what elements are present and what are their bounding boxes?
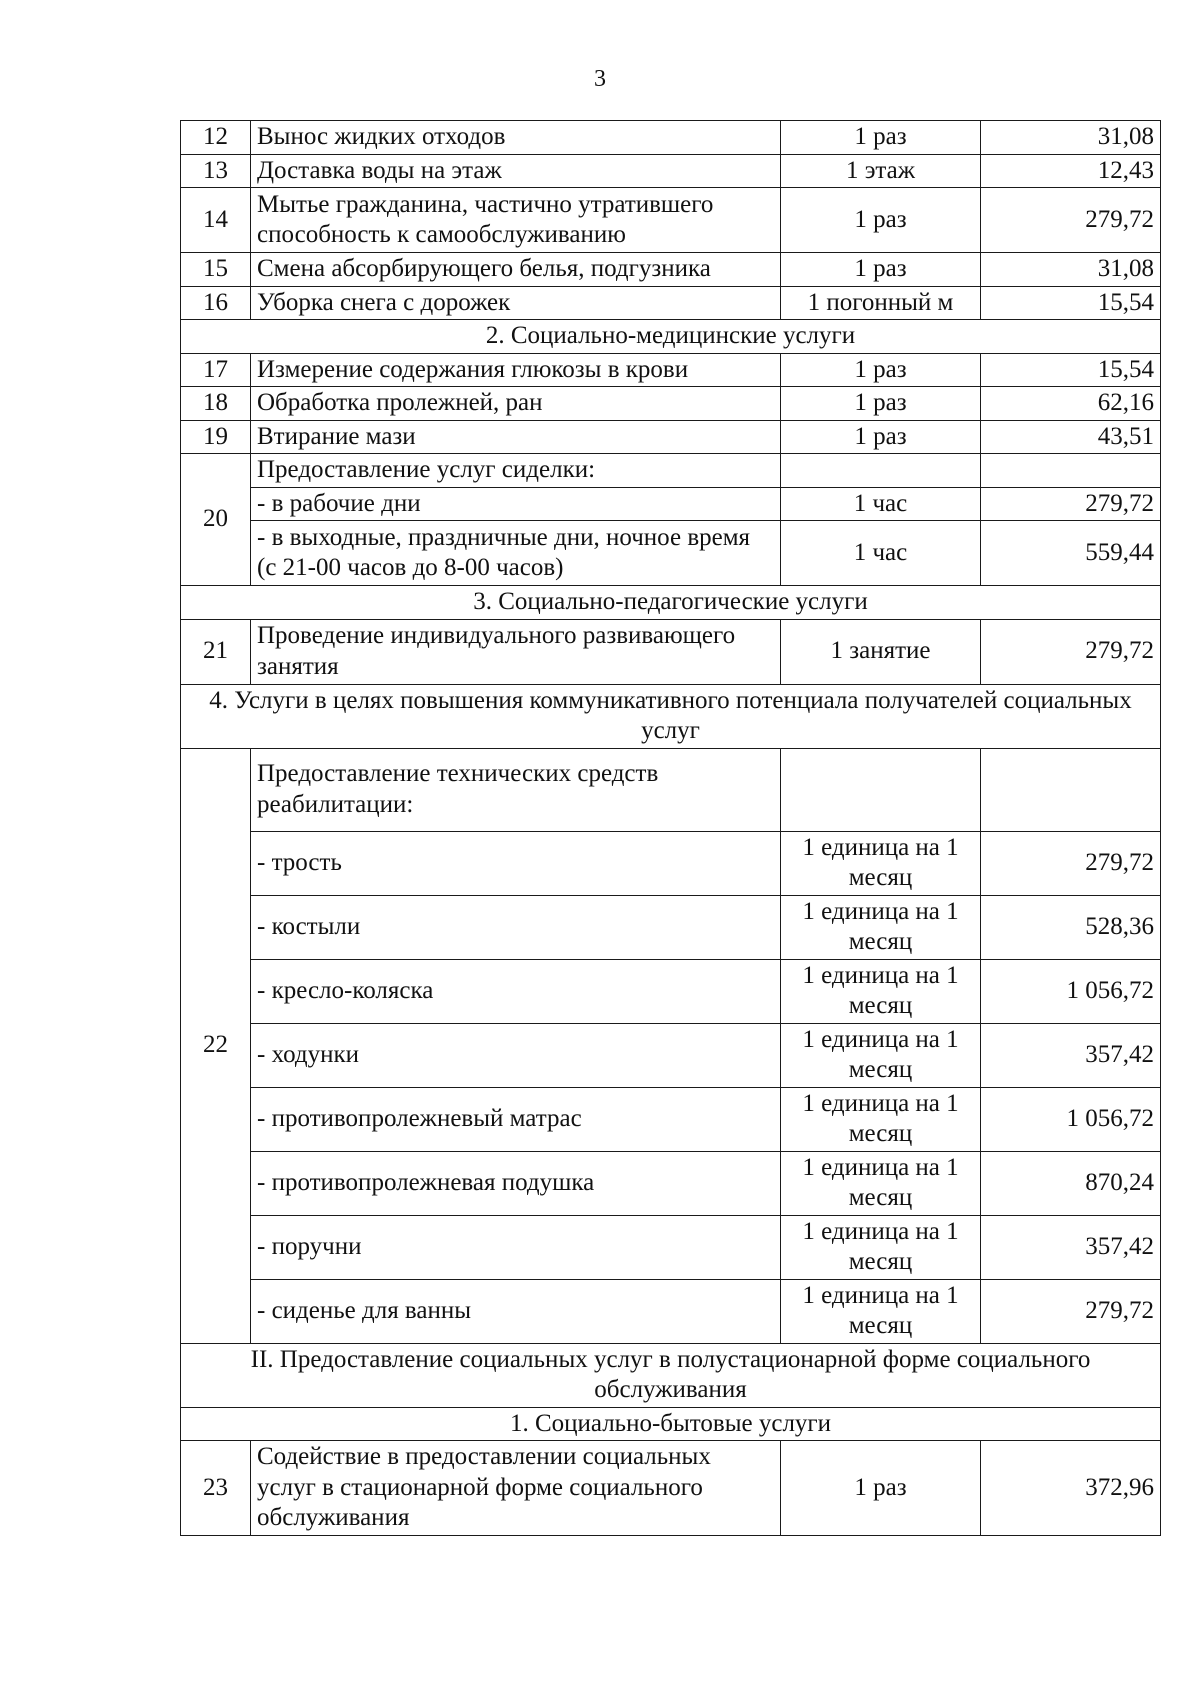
service-name: Измерение содержания глюкозы в крови [251,353,781,387]
table-row-22-item [181,1151,1161,1215]
table-row-22-title [181,748,1161,831]
service-unit: 1 единица на 1 месяц [781,1023,981,1087]
table-row-22-item [181,1279,1161,1343]
service-price: 357,42 [981,1215,1161,1279]
service-number: 13 [181,154,251,188]
service-price: 357,42 [981,1023,1161,1087]
service-number: 14 [181,188,251,253]
service-name: Содействие в предоставлении социальных услуг в стационарной форме социального обслуживания [251,1441,781,1536]
section-heading: 3. Социально-педагогические услуги [181,586,1161,620]
section-row-pedagogical [181,586,1161,620]
service-name: - ходунки [251,1023,781,1087]
service-price: 15,54 [981,286,1161,320]
service-number: 23 [181,1441,251,1536]
service-unit: 1 занятие [781,619,981,684]
service-number: 17 [181,353,251,387]
service-price: 279,72 [981,188,1161,253]
service-name: Уборка снега с дорожек [251,286,781,320]
service-name: - кресло-коляска [251,959,781,1023]
service-unit: 1 раз [781,387,981,421]
table-row-22-item [181,959,1161,1023]
table-row-13 [181,154,1161,188]
service-price: 15,54 [981,353,1161,387]
table-row-21 [181,619,1161,684]
service-name: - костыли [251,895,781,959]
service-price: 12,43 [981,154,1161,188]
table-row-18 [181,387,1161,421]
table-row-22-item [181,1087,1161,1151]
service-group-title: Предоставление услуг сиделки: [251,454,781,488]
service-name: - противопролежневая подушка [251,1151,781,1215]
section-row-household [181,1407,1161,1441]
table-row-23 [181,1441,1161,1536]
table-row-12 [181,121,1161,155]
service-name: - противопролежневый матрас [251,1087,781,1151]
service-number: 22 [181,748,251,1343]
service-unit: 1 раз [781,1441,981,1536]
service-unit: 1 раз [781,121,981,155]
service-unit: 1 единица на 1 месяц [781,959,981,1023]
service-unit: 1 единица на 1 месяц [781,831,981,895]
part-heading: II. Предоставление социальных услуг в полустационарной форме социального обслуживания [181,1343,1161,1407]
tariff-table [180,120,1161,1536]
service-name: Вынос жидких отходов [251,121,781,155]
table-row-19 [181,420,1161,454]
service-number: 21 [181,619,251,684]
service-name: Доставка воды на этаж [251,154,781,188]
service-name: Проведение индивидуального развивающего занятия [251,619,781,684]
table-row-22-item [181,1023,1161,1087]
section-row-communicative [181,684,1161,748]
table-row-20-item [181,487,1161,521]
service-number: 20 [181,454,251,586]
empty-cell [781,748,981,831]
section-heading: 1. Социально-бытовые услуги [181,1407,1161,1441]
table-row-22-item [181,831,1161,895]
service-price: 870,24 [981,1151,1161,1215]
service-unit: 1 единица на 1 месяц [781,1151,981,1215]
section-row-medical [181,320,1161,354]
empty-cell [981,748,1161,831]
empty-cell [781,454,981,488]
service-price: 559,44 [981,521,1161,586]
service-price: 372,96 [981,1441,1161,1536]
service-name: - в рабочие дни [251,487,781,521]
table-row-15 [181,253,1161,287]
page-number: 3 [594,66,606,92]
service-name: - трость [251,831,781,895]
service-group-title: Предоставление технических средств реабилитации: [251,748,781,831]
table-row-22-item [181,895,1161,959]
service-unit: 1 единица на 1 месяц [781,1215,981,1279]
section-heading: 4. Услуги в целях повышения коммуникативного потенциала получателей социальных услуг [181,684,1161,748]
service-name: - сиденье для ванны [251,1279,781,1343]
service-number: 18 [181,387,251,421]
table-row-22-item [181,1215,1161,1279]
service-unit: 1 единица на 1 месяц [781,1279,981,1343]
service-unit: 1 единица на 1 месяц [781,1087,981,1151]
service-unit: 1 раз [781,353,981,387]
section-row-part-two [181,1343,1161,1407]
service-number: 16 [181,286,251,320]
service-unit: 1 раз [781,253,981,287]
service-price: 1 056,72 [981,1087,1161,1151]
service-number: 15 [181,253,251,287]
service-price: 31,08 [981,121,1161,155]
service-name: - в выходные, праздничные дни, ночное время (с 21-00 часов до 8-00 часов) [251,521,781,586]
service-price: 279,72 [981,487,1161,521]
table-row-20-item [181,521,1161,586]
service-name: Втирание мази [251,420,781,454]
service-unit: 1 раз [781,420,981,454]
table-row-20-title [181,454,1161,488]
service-unit: 1 час [781,487,981,521]
service-name: Обработка пролежней, ран [251,387,781,421]
table-row-14 [181,188,1161,253]
service-name: - поручни [251,1215,781,1279]
service-unit: 1 погонный м [781,286,981,320]
service-price: 279,72 [981,831,1161,895]
service-price: 279,72 [981,619,1161,684]
service-number: 19 [181,420,251,454]
table-row-16 [181,286,1161,320]
section-heading: 2. Социально-медицинские услуги [181,320,1161,354]
service-name: Мытье гражданина, частично утратившего способность к самообслуживанию [251,188,781,253]
service-price: 279,72 [981,1279,1161,1343]
service-unit: 1 этаж [781,154,981,188]
service-unit: 1 час [781,521,981,586]
service-price: 43,51 [981,420,1161,454]
service-unit: 1 единица на 1 месяц [781,895,981,959]
table-row-17 [181,353,1161,387]
empty-cell [981,454,1161,488]
service-price: 528,36 [981,895,1161,959]
service-price: 62,16 [981,387,1161,421]
service-unit: 1 раз [781,188,981,253]
service-name: Смена абсорбирующего белья, подгузника [251,253,781,287]
service-price: 31,08 [981,253,1161,287]
service-price: 1 056,72 [981,959,1161,1023]
service-number: 12 [181,121,251,155]
